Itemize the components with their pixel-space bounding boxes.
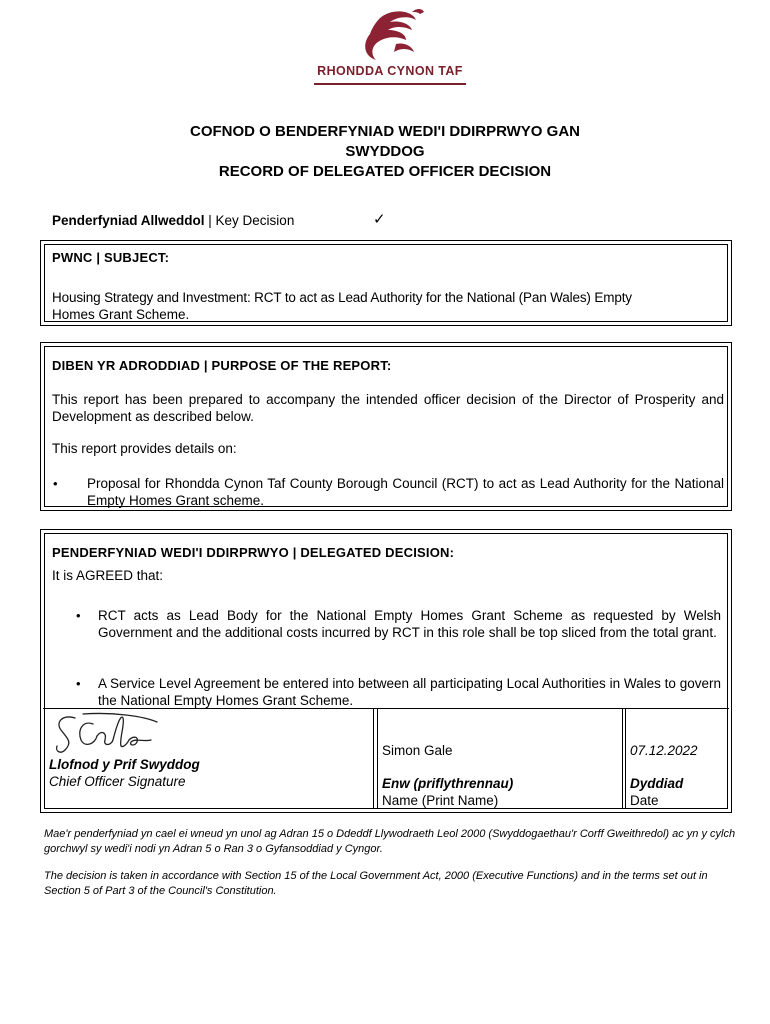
subject-box xyxy=(40,240,732,326)
footer-english-note: The decision is taken in accordance with Section 15 of the Local Government Act, 2000 (Executive Functions) and in the terms set out in Section 5 of Part 3 of the Council's Constitution. xyxy=(44,870,708,897)
footer-welsh-note: Mae'r penderfyniad yn cael ei wneud yn unol ag Adran 15 o Ddeddf Llywodraeth Leol 2000 (Swyddogaethau'r Corff Gweithredol) ac yn y cylch gorchwyl sy wedi'i nodi yn Adran 5 o Ran 3 o Gyfansoddiad y Cyngor. xyxy=(44,828,736,855)
logo-text: RHONDDA CYNON TAF xyxy=(317,64,463,78)
bullet-icon: • xyxy=(53,476,58,491)
signature-english-label: Chief Officer Signature xyxy=(49,774,186,789)
key-decision-welsh: Penderfyniad Allweddol xyxy=(52,213,205,228)
title-line-1: COFNOD O BENDERFYNIAD WEDI'I DDIRPRWYO GAN xyxy=(190,123,580,140)
date-english-label: Date xyxy=(630,793,659,808)
decision-bullet-2: A Service Level Agreement be entered into between all participating Local Authorities in Wales to govern the National Empty Homes Grant Scheme. xyxy=(98,676,721,708)
council-logo xyxy=(300,8,480,90)
key-decision-row xyxy=(52,213,294,228)
handwritten-signature xyxy=(53,710,163,755)
bullet-icon: • xyxy=(76,608,81,623)
decision-intro: It is AGREED that: xyxy=(52,568,164,583)
signature-welsh-label: Llofnod y Prif Swyddog xyxy=(49,757,200,772)
signature-table xyxy=(43,708,729,809)
print-name-value: Simon Gale xyxy=(382,743,453,758)
subject-text-line-2: Homes Grant Scheme. xyxy=(52,307,190,322)
purpose-box xyxy=(40,342,732,511)
key-decision-english: | Key Decision xyxy=(204,213,295,228)
decision-bullet-1: RCT acts as Lead Body for the National Empty Homes Grant Scheme as requested by Welsh Government and the additional costs incurred by RCT in this role shall be top sliced from the total grant. xyxy=(98,608,721,640)
title-line-2: SWYDDOG xyxy=(345,143,425,160)
print-name-welsh-label: Enw (priflythrennau) xyxy=(382,776,514,791)
dragon-emblem-icon xyxy=(300,8,480,64)
purpose-paragraph-2: This report provides details on: xyxy=(52,441,237,456)
date-welsh-label: Dyddiad xyxy=(630,776,684,791)
title-line-3: RECORD OF DELEGATED OFFICER DECISION xyxy=(218,163,552,180)
purpose-bullet-1: Proposal for Rhondda Cynon Taf County Borough Council (RCT) to act as Lead Authority for the National Empty Homes Grant scheme. xyxy=(87,476,724,508)
key-decision-tick-icon: ✓ xyxy=(373,211,386,228)
logo-underline xyxy=(314,83,466,85)
subject-heading: PWNC | SUBJECT: xyxy=(52,250,170,265)
bullet-icon: • xyxy=(76,676,81,691)
purpose-paragraph-1: This report has been prepared to accompany the intended officer decision of the Director of Prosperity and Development as described below. xyxy=(52,392,724,424)
date-value: 07.12.2022 xyxy=(630,743,698,758)
subject-text-line-1: Housing Strategy and Investment: RCT to act as Lead Authority for the National (Pan Wales) Empty xyxy=(52,290,632,305)
print-name-english-label: Name (Print Name) xyxy=(382,793,499,808)
decision-heading: PENDERFYNIAD WEDI'I DDIRPRWYO | DELEGATED DECISION: xyxy=(52,545,455,560)
purpose-heading: DIBEN YR ADRODDIAD | PURPOSE OF THE REPORT: xyxy=(52,358,392,373)
